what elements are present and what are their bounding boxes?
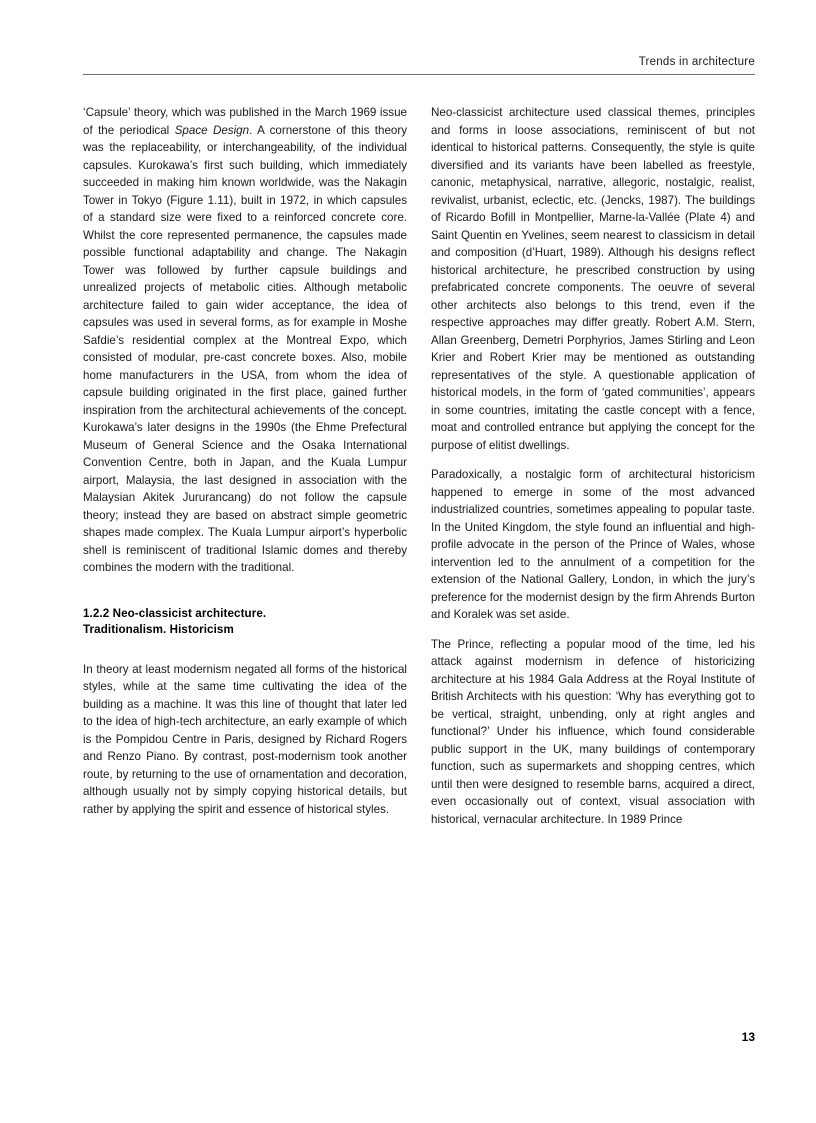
paragraph-text-part-b: . A cornerstone of this theory was the replaceability, or interchangeability, of the individual capsules. Kurokawa’s first such building, which immediately succeeded in making him known worldwide, was the Nakagin Tower in Tokyo (Figure 1.11), built in 1972, in which capsules of a standard size were fixed to a reinforced concrete core. Whilst the core represented permanence, the capsules made possible functional adaptability and change. The Nakagin Tower was followed by further capsule buildings and unrealized projects of metabolic cities. Although metabolic architecture failed to gain wider acceptance, the idea of capsules was used in several forms, as for example in Moshe Safdie’s residential complex at the Montreal Expo, which consisted of modular, pre-cast concrete boxes. Also, mobile home manufacturers in the USA, from whom the idea of capsule building originated in the first place, gained further inspiration from the architectural achievements of the concept. Kurokawa’s later designs in the 1990s (the Ehme Prefectural Museum of General Science and the Osaka International Convention Centre, both in Japan, and the Kuala Lumpur airport, Malaysia, the last designed in association with the Malaysian Akitek Jururancang) do not follow the capsule theory; instead they are based on abstract simple geometric shapes made complex. The Kuala Lumpur airport’s hyperbolic shell is reminiscent of traditional Islamic domes and thereby combines the modern with the traditional. <box>83 123 408 574</box>
running-header <box>83 52 755 70</box>
running-header-title: Trends in architecture <box>638 56 755 68</box>
left-column <box>83 104 407 818</box>
body-columns <box>83 104 755 1004</box>
periodical-title-italic: Space Design <box>174 123 250 137</box>
paragraph-the-prince: The Prince, reflecting a popular mood of the time, led his attack against modernism in defence of historicizing architecture at his 1984 Gala Address at the Royal Institute of British Architects with his question: ‘Why has everything got to be vertical, straight, unbending, only at right angles and functional?’ Under his influence, which found considerable public support in the UK, many buildings of contemporary function, such as supermarkets and shopping centres, which until then were designed to resemble barns, acquired a direct, even occasionally out of context, visual association with historical, vernacular architecture. In 1989 Prince <box>431 637 755 826</box>
paragraph-text-part-a: ‘Capsule’ theory, which was published in the March 1969 issue of the periodical <box>83 106 407 137</box>
paragraph-capsule-theory <box>83 104 407 577</box>
header-divider-rule <box>83 74 755 75</box>
section-heading-line-2: Traditionalism. Historicism <box>83 623 234 636</box>
section-heading-line-1: 1.2.2 Neo-classicist architecture. <box>83 606 267 620</box>
right-column <box>431 104 755 828</box>
paragraph-paradoxically: Paradoxically, a nostalgic form of architectural historicism happened to emerge in some of the most advanced industrialized countries, sometimes appealing to popular taste. In the United Kingdom, the style found an influential and high-profile advocate in the person of the Prince of Wales, whose intervention led to the annulment of a competition for the extension of the National Gallery, London, in which the jury’s preference for the modernist design by the firm Ahrends Burton and Koralek was set aside. <box>431 468 755 621</box>
section-heading-block <box>83 606 407 639</box>
paragraph-modernism-negated: In theory at least modernism negated all forms of the historical styles, while at the same time cultivating the idea of the building as a machine. It was this line of thought that later led to the idea of high-tech architecture, an early example of which is the Pompidou Centre in Paris, designed by Richard Rogers and Renzo Piano. By contrast, post-modernism took another route, by returning to the use of ornamentation and decoration, although usually not by simply copying historical details, but rather by applying the spirit and essence of historical styles. <box>83 662 407 816</box>
paragraph-neoclassicist-architecture: Neo-classicist architecture used classical themes, principles and forms in loose associations, reminiscent of but not identical to historical patterns. Consequently, the style is quite diversified and its variants have been labelled as freestyle, canonic, metaphysical, narrative, allegoric, nostalgic, realist, revivalist, urbanist, eclectic, etc. (Jencks, 1987). The buildings of Ricardo Bofill in Montpellier, Marne-la-Vallée (Plate 4) and Saint Quentin en Yvelines, seem nearest to classicism in detail and composition (d’Huart, 1989). Although his designs reflect historical architecture, he prescribed construction by using prefabricated concrete components. The oeuvre of several other architects also belongs to this trend, even if the respective approaches may differ greatly. Robert A.M. Stern, Allan Greenberg, Demetri Porphyrios, James Stirling and Leon Krier and Robert Krier may be mentioned as outstanding representatives of the style. A questionable application of historical models, in the form of ‘gated communities’, appears in some countries, imitating the castle concept with a fence, moat and controlled entrance but applying the concept for the purpose of elitist dwellings. <box>431 106 755 452</box>
page-number: 13 <box>741 1030 755 1044</box>
